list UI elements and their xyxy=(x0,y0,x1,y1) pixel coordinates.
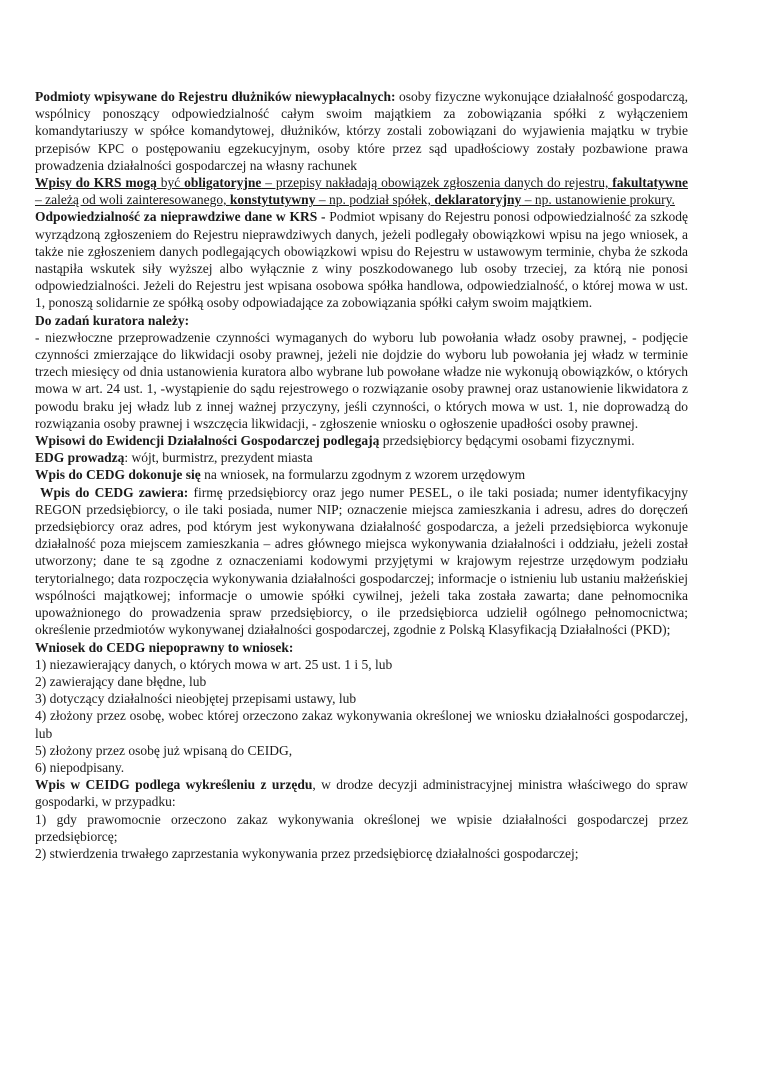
text-wykreslenie: , w drodze decyzji administracyjnej ministra właściwego do spraw gospodarki, w przypadku: xyxy=(35,777,688,810)
list-item: 2) zawierający dane błędne, lub xyxy=(35,673,207,689)
text-wpisy-krs-2: – przepisy nakładają obowiązek zgłoszenia danych do rejestru, xyxy=(261,175,613,191)
term-deklaratoryjny: deklaratoryjny xyxy=(434,192,522,208)
text-ewidencja: przedsiębiorcy będącymi osobami fizycznymi. xyxy=(379,433,635,449)
text-wpisy-krs-5: – np. ustanowienie prokury. xyxy=(521,192,675,208)
section-wniosek-niepoprawny xyxy=(35,639,688,777)
list-item: 1) niezawierający danych, o których mowa w art. 25 ust. 1 i 5, lub xyxy=(35,656,393,672)
term-obligatoryjne: obligatoryjne xyxy=(184,175,262,191)
list-item: 4) złożony przez osobę, wobec której orzeczono zakaz wykonywania określonej we wniosku działalności gospodarczej, lub xyxy=(35,708,688,741)
list-item: 5) złożony przez osobę już wpisaną do CEIDG, xyxy=(35,742,293,758)
term-fakultatywne: fakultatywne xyxy=(612,175,688,191)
heading-wykreslenie: Wpis w CEIDG podlega wykreśleniu z urzędu xyxy=(35,777,313,793)
paragraph-wpisy-krs xyxy=(35,174,688,208)
text-wpisy-krs-1: być xyxy=(156,175,185,191)
paragraph-dluznicy xyxy=(35,88,688,174)
paragraph-edg xyxy=(35,449,688,466)
document-page xyxy=(35,88,688,862)
paragraph-ewidencja xyxy=(35,432,688,449)
heading-odpowiedzialnosc: Odpowiedzialność za nieprawdziwe dane w KRS - xyxy=(35,209,326,225)
paragraph-wykreslenie xyxy=(35,776,688,810)
text-edg: : wójt, burmistrz, prezydent miasta xyxy=(124,450,313,466)
heading-edg: EDG prowadzą xyxy=(35,450,125,466)
paragraph-cedg-zawiera xyxy=(35,484,688,639)
heading-cedg-zawiera: Wpis do CEDG zawiera: xyxy=(35,484,189,500)
paragraph-wpis-cedg xyxy=(35,466,688,483)
heading-dluznicy: Podmioty wpisywane do Rejestru dłużników niewypłacalnych: xyxy=(35,89,396,104)
text-cedg-zawiera: firmę przedsiębiorcy oraz jego numer PESEL, o ile taki posiada; numer identyfikacyjny REGON przedsiębiorcy, o ile taki posiada, numer NIP; oznaczenie miejsca zamieszkania i adresu, adres do doręczeń przedsiębiorcy oraz adres, pod którym jest wykonywana działalność gospodarcza, a jeżeli przedsiębiorca wykonuje działalność poza miejscem zamieszkania – adres głównego miejsca wykonywania działalności i oddziału, jeżeli został utworzony; dane te są zgodne z oznaczeniami kodowymi przyjętymi w krajowym rejestrze urzędowym podziału terytorialnego; data rozpoczęcia wykonywania działalności gospodarczej; informacje o istnieniu lub ustaniu małżeńskiej wspólności majątkowej; informacje o umowie spółki cywilnej, jeżeli taka została zawarta; dane pełnomocnika upoważnionego do prowadzenia spraw przedsiębiorcy, o ile przedsiębiorca udzielił ogólnego pełnomocnictwa; określenie przedmiotów wykonywanej działalności gospodarczej, zgodnie z Polską Klasyfikacją Działalności (PKD); xyxy=(35,484,688,638)
list-item: 3) dotyczący działalności nieobjętej przepisami ustawy, lub xyxy=(35,691,357,707)
list-item: 6) niepodpisany. xyxy=(35,759,125,775)
heading-kurator: Do zadań kuratora należy: xyxy=(35,312,190,328)
heading-ewidencja: Wpisowi do Ewidencji Działalności Gospodarczej podlegają xyxy=(35,433,380,449)
text-wpis-cedg: na wniosek, na formularzu zgodnym z wzorem urzędowym xyxy=(200,467,526,483)
paragraph-odpowiedzialnosc xyxy=(35,208,688,311)
term-konstytutywny: konstytutywny xyxy=(229,192,316,208)
text-wpisy-krs-4: – np. podział spółek, xyxy=(315,192,435,208)
text-wpisy-krs-3: – zależą od woli zainteresowanego, xyxy=(35,192,230,208)
paragraph-kurator xyxy=(35,312,688,432)
list-item: 1) gdy prawomocnie orzeczono zakaz wykonywania określonej we wpisie działalności gospodarczej przez przedsiębiorcę; xyxy=(35,811,688,844)
list-item: 2) stwierdzenia trwałego zaprzestania wykonywania przez przedsiębiorcę działalności gospodarczej; xyxy=(35,845,579,861)
heading-wniosek-niepoprawny: Wniosek do CEDG niepoprawny to wniosek: xyxy=(35,639,294,655)
heading-wpis-cedg: Wpis do CEDG dokonuje się xyxy=(35,467,201,483)
text-dluznicy: osoby fizyczne wykonujące działalność gospodarczą, wspólnicy ponoszący odpowiedzialność całym swoim majątkiem za zobowiązania spółki z wyłączeniem komandytariuszy w spółce komandytowej, dłużników, którzy zostali zobowiązani do wyjawienia majątku w trybie przepisów KPC o postępowaniu egzekucyjnym, osoby które przez sąd upadłościowy zostały pozbawione prawa prowadzenia działalności gospodarczej na własny rachunek xyxy=(35,89,688,173)
text-odpowiedzialnosc: Podmiot wpisany do Rejestru ponosi odpowiedzialność za szkodę wyrządzoną zgłoszeniem do Rejestru nieprawdziwych danych, jeżeli podlegały obowiązkowi wpisu na jego wniosek, a także nie zgłoszeniem danych podlegających obowiązkowi wpisu do Rejestru w ustawowym terminie, chyba że szkoda nastąpiła wskutek siły wyższej albo wyłącznie z winy poszkodowanego lub osoby trzeciej, za którą nie ponosi odpowiedzialności. Jeżeli do Rejestru jest wpisana osobowa spółka handlowa, odpowiedzialność, o której mowa w ust. 1, ponoszą solidarnie ze spółką osoby odpowiadające za zobowiązania spółki całym swoim majątkiem. xyxy=(35,209,688,311)
heading-wpisy-krs: Wpisy do KRS mogą xyxy=(35,175,157,191)
text-kurator: - niezwłoczne przeprowadzenie czynności wymaganych do wyboru lub powołania władz osoby prawnej, - podjęcie czynności zmierzające do likwidacji osoby prawnej, jeżeli nie dojdzie do wyboru lub powołania jej władz w terminie trzech miesięcy od dnia ustanowienia kuratora albo wybrane lub powołane władze nie wykonują obowiązków, o których mowa w art. 24 ust. 1, -wystąpienie do sądu rejestrowego o rozwiązanie osoby prawnej oraz ustanowienie likwidatora z powodu braku jej władz lub z innej ważnej przyczyny, jeśli czynności, o których mowa w ust. 1, nie doprowadzą do rozwiązania osoby prawnej i wszczęcia likwidacji, - zgłoszenie wniosku o ogłoszenie upadłości osoby prawnej. xyxy=(35,329,688,431)
section-wykreslenie xyxy=(35,776,688,862)
